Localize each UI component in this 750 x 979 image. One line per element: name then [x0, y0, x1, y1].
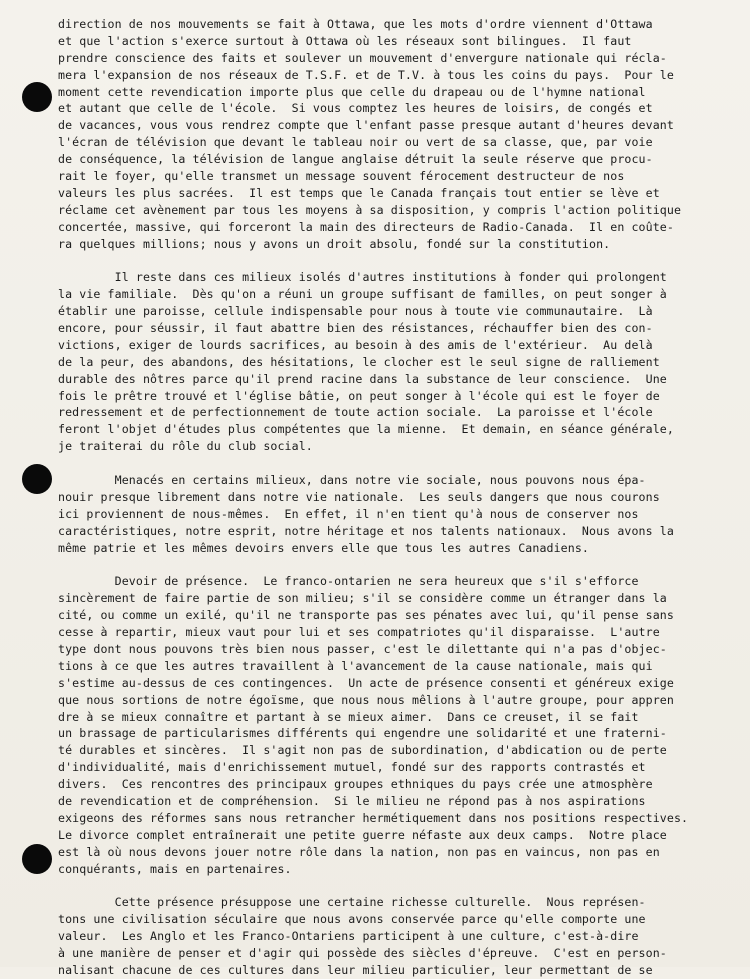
- text-line: je traiterai du rôle du club social.: [58, 439, 313, 454]
- text-line: ici proviennent de nous-mêmes. En effet, il n'en tient qu'à nous de conserver nos: [58, 506, 639, 521]
- text-line: est là où nous devons jouer notre rôle dans la nation, non pas en vaincus, non pas en: [58, 844, 660, 859]
- text-line: caractéristiques, notre esprit, notre héritage et nos talents nationaux. Nous avons la: [58, 523, 674, 538]
- text-line: cesse à repartir, mieux vaut pour lui et ses compatriotes qu'il disparaisse. L'autre: [58, 625, 660, 640]
- text-line: valeur. Les Anglo et les Franco-Ontariens participent à une culture, c'est-à-dire: [58, 929, 639, 944]
- text-line: Menacés en certains milieux, dans notre vie sociale, nous pouvons nous épa-: [58, 473, 646, 488]
- text-line: ra quelques millions; nous y avons un droit absolu, fondé sur la constitution.: [58, 236, 611, 251]
- text-line: de conséquence, la télévision de langue anglaise détruit la seule réserve que procu-: [58, 152, 653, 167]
- paragraph-gap: [58, 877, 728, 894]
- text-line: dre à se mieux connaître et partant à se mieux aimer. Dans ce creuset, il se fait: [58, 709, 639, 724]
- paragraph-gap: [58, 455, 728, 472]
- punch-hole: [22, 82, 52, 112]
- text-line: la vie familiale. Dès qu'on a réuni un groupe suffisant de familles, on peut songer à: [58, 287, 667, 302]
- punch-hole: [22, 844, 52, 874]
- text-line: Devoir de présence. Le franco-ontarien ne sera heureux que s'il s'efforce: [58, 574, 639, 589]
- text-line: tons une civilisation séculaire que nous avons conservée parce qu'elle comporte une: [58, 912, 646, 927]
- text-line: réclame cet avènement par tous les moyens à sa disposition, y compris l'action politique: [58, 202, 682, 217]
- text-line: té durables et sincères. Il s'agit non pas de subordination, d'abdication ou de perte: [58, 743, 667, 758]
- text-line: et que l'action s'exerce surtout à Ottawa où les réseaux sont bilingues. Il faut: [58, 33, 632, 48]
- paragraph-gap: [58, 557, 728, 574]
- paragraph-gap: [58, 252, 728, 269]
- text-line: type dont nous pouvons très bien nous passer, c'est le dilettante qui n'a pas d'objec-: [58, 641, 667, 656]
- typewritten-text: [58, 16, 728, 979]
- text-line: encore, pour séussir, il faut abattre bien des résistances, réchauffer bien des con-: [58, 321, 653, 336]
- text-line: feront l'objet d'études plus compétentes que la mienne. Et demain, en séance générale,: [58, 422, 674, 437]
- text-line: valeurs les plus sacrées. Il est temps que le Canada français tout entier se lève et: [58, 185, 660, 200]
- text-line: sincèrement de faire partie de son milieu; s'il se considère comme un étranger dans la: [58, 591, 667, 606]
- text-line: l'écran de télévision que devant le tableau noir ou vert de sa classe, que, par voie: [58, 135, 653, 150]
- text-line: divers. Ces rencontres des principaux groupes ethniques du pays crée une atmosphère: [58, 777, 653, 792]
- paragraph: [58, 472, 728, 556]
- text-line: de vacances, vous vous rendrez compte que l'enfant passe presque autant d'heures devant: [58, 118, 674, 133]
- text-line: s'estime au-dessus de ces contingences. Un acte de présence consenti et généreux exige: [58, 675, 674, 690]
- text-line: de la peur, des abandons, des hésitations, le clocher est le seul signe de ralliement: [58, 354, 660, 369]
- text-line: cité, ou comme un exilé, qu'il ne transporte pas ses pénates avec lui, qu'il pense sans: [58, 608, 674, 623]
- text-line: mera l'expansion de nos réseaux de T.S.F. et de T.V. à tous les coins du pays. Pour le: [58, 67, 674, 82]
- text-line: exigeons des réformes sans nous retrancher hermétiquement dans nos positions respectives.: [58, 810, 689, 825]
- text-line: redressement et de perfectionnement de toute action sociale. La paroisse et l'école: [58, 405, 653, 420]
- text-line: établir une paroisse, cellule indispensable pour nous à toute vie communautaire. Là: [58, 304, 653, 319]
- text-line: Cette présence présuppose une certaine richesse culturelle. Nous représen-: [58, 895, 646, 910]
- text-line: nouir presque librement dans notre vie nationale. Les seuls dangers que nous courons: [58, 489, 660, 504]
- text-line: à une manière de penser et d'agir qui possède des siècles d'épreuve. C'est en person-: [58, 945, 667, 960]
- text-line: même patrie et les mêmes devoirs envers elle que tous les autres Canadiens.: [58, 540, 590, 555]
- paragraph: [58, 894, 728, 978]
- paragraph: [58, 269, 728, 455]
- text-line: victions, exiger de lourds sacrifices, au besoin à des amis de l'extérieur. Au delà: [58, 337, 653, 352]
- text-line: de revendication et de compréhension. Si le milieu ne répond pas à nos aspirations: [58, 793, 646, 808]
- punch-hole: [22, 464, 52, 494]
- text-line: Le divorce complet entraînerait une petite guerre néfaste aux deux camps. Notre place: [58, 827, 667, 842]
- text-line: durable des nôtres parce qu'il prend racine dans la substance de leur conscience. Une: [58, 371, 667, 386]
- text-line: tions à ce que les autres travaillent à l'avancement de la cause nationale, mais qui: [58, 658, 653, 673]
- text-line: rait le foyer, qu'elle transmet un message souvent férocement destructeur de nos: [58, 169, 625, 184]
- paragraph: [58, 16, 728, 252]
- text-line: prendre conscience des faits et soulever un mouvement d'envergure nationale qui récla-: [58, 50, 667, 65]
- text-line: nalisant chacune de ces cultures dans leur milieu particulier, leur permettant de se: [58, 962, 653, 977]
- text-line: un brassage de particularismes différents qui engendre une solidarité et une fraterni-: [58, 726, 667, 741]
- text-line: que nous sortions de notre égoïsme, que nous nous mêlions à l'autre groupe, pour appren: [58, 692, 674, 707]
- text-line: direction de nos mouvements se fait à Ottawa, que les mots d'ordre viennent d'Ottawa: [58, 17, 653, 31]
- text-line: d'individualité, mais d'enrichissement mutuel, fondé sur des rapports contrastés et: [58, 760, 646, 775]
- text-line: moment cette revendication importe plus que celle du drapeau ou de l'hymne national: [58, 84, 646, 99]
- text-line: et autant que celle de l'école. Si vous comptez les heures de loisirs, de congés et: [58, 101, 653, 116]
- paragraph: [58, 573, 728, 877]
- text-line: concertée, massive, qui forceront la main des directeurs de Radio-Canada. Il en coûte-: [58, 219, 674, 234]
- text-line: conquérants, mais en partenaires.: [58, 861, 292, 876]
- text-line: Il reste dans ces milieux isolés d'autres institutions à fonder qui prolongent: [58, 270, 667, 285]
- text-line: fois le prêtre trouvé et l'église bâtie, on peut songer à l'école qui est le foyer de: [58, 388, 660, 403]
